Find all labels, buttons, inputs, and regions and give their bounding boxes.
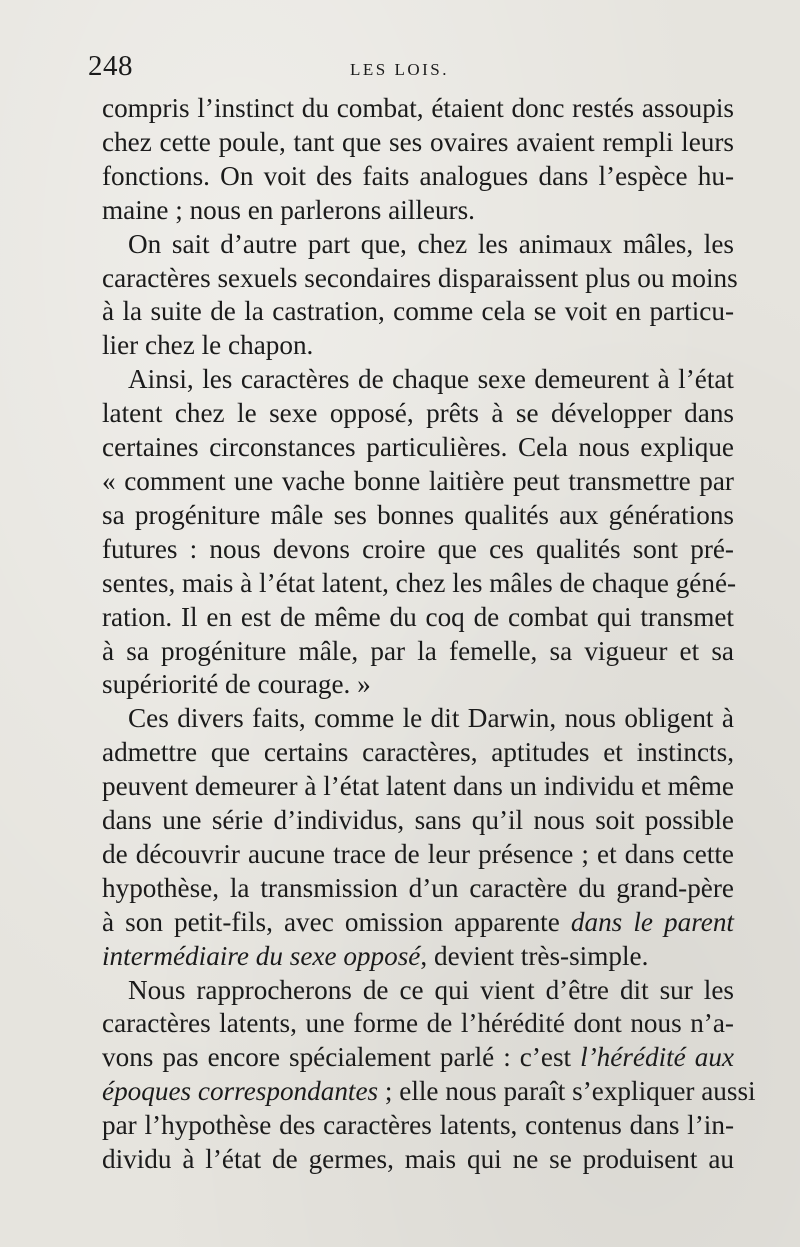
paragraph-first-line: Ces divers faits, comme le dit Darwin, nous obligent à <box>128 703 734 734</box>
text-line: latent chez le sexe opposé, prêts à se développer dans <box>102 398 734 429</box>
text-line: fonctions. On voit des faits analogues dans l’espèce hu- <box>102 160 734 191</box>
text-line: caractères sexuels secondaires disparaissent plus ou moins <box>102 262 738 293</box>
page-header <box>88 50 648 90</box>
italic-run: intermédiaire du sexe opposé <box>102 940 421 971</box>
text-line: maine ; nous en parlerons ailleurs. <box>102 194 475 225</box>
text-run: , devient très-simple. <box>420 940 649 971</box>
text-line: par l’hypothèse des caractères latents, contenus dans l’in- <box>102 1110 734 1141</box>
text-line: caractères latents, une forme de l’hérédité dont nous n’a- <box>102 1008 734 1039</box>
quote-line: « comment une vache bonne laitière peut transmettre par <box>102 465 734 496</box>
paragraph-first-line: On sait d’autre part que, chez les animaux mâles, les <box>128 228 734 259</box>
quote-line: ration. Il en est de même du coq de combat qui transmet <box>102 601 734 632</box>
text-line: de découvrir aucune trace de leur présence ; et dans cette <box>102 838 734 869</box>
running-title: LES LOIS. <box>350 60 449 79</box>
text-line <box>102 1041 734 1075</box>
text-line: peuvent demeurer à l’état latent dans un individu et même <box>102 771 734 802</box>
text-line: dans une série d’individus, sans qu’il nous soit possible <box>102 805 734 836</box>
italic-run: époques correspondantes <box>102 1076 379 1107</box>
paragraph-first-line: Ainsi, les caractères de chaque sexe demeurent à l’état <box>128 364 734 395</box>
text-run: ; elle nous paraît s’expliquer aussi <box>378 1076 756 1107</box>
italic-run: l’hérédité aux <box>580 1042 734 1073</box>
text-line <box>102 906 734 940</box>
paragraph-first-line: Nous rapprocherons de ce qui vient d’être dit sur les <box>128 974 734 1005</box>
text-line: hypothèse, la transmission d’un caractère du grand-père <box>102 872 734 903</box>
text-line: à la suite de la castration, comme cela se voit en particu- <box>102 296 734 327</box>
quote-line: sa progéniture mâle ses bonnes qualités aux générations <box>102 499 734 530</box>
text-line: certaines circonstances particulières. Cela nous explique <box>102 432 734 463</box>
quote-line: futures : nous devons croire que ces qualités sont pré- <box>102 533 734 564</box>
text-run: vons pas encore spécialement parlé : c’est <box>102 1042 581 1073</box>
text-line <box>102 1075 756 1109</box>
text-line: dividu à l’état de germes, mais qui ne se produisent au <box>102 1144 734 1175</box>
quote-line: supériorité de courage. » <box>102 669 371 700</box>
text-line: chez cette poule, tant que ses ovaires avaient rempli leurs <box>102 126 734 157</box>
text-line: admettre que certains caractères, aptitudes et instincts, <box>102 737 734 768</box>
quote-line: sentes, mais à l’état latent, chez les mâles de chaque géné- <box>102 567 737 598</box>
text-line: lier chez le chapon. <box>102 330 314 361</box>
text-run: à son petit-fils, avec omission apparente <box>102 906 571 937</box>
text-line: compris l’instinct du combat, étaient donc restés assoupis <box>102 93 734 123</box>
body-text <box>102 92 756 1177</box>
page-number: 248 <box>88 50 133 82</box>
text-line <box>102 940 734 974</box>
italic-run: dans le parent <box>570 906 734 937</box>
quote-line: à sa progéniture mâle, par la femelle, sa vigueur et sa <box>102 635 734 666</box>
